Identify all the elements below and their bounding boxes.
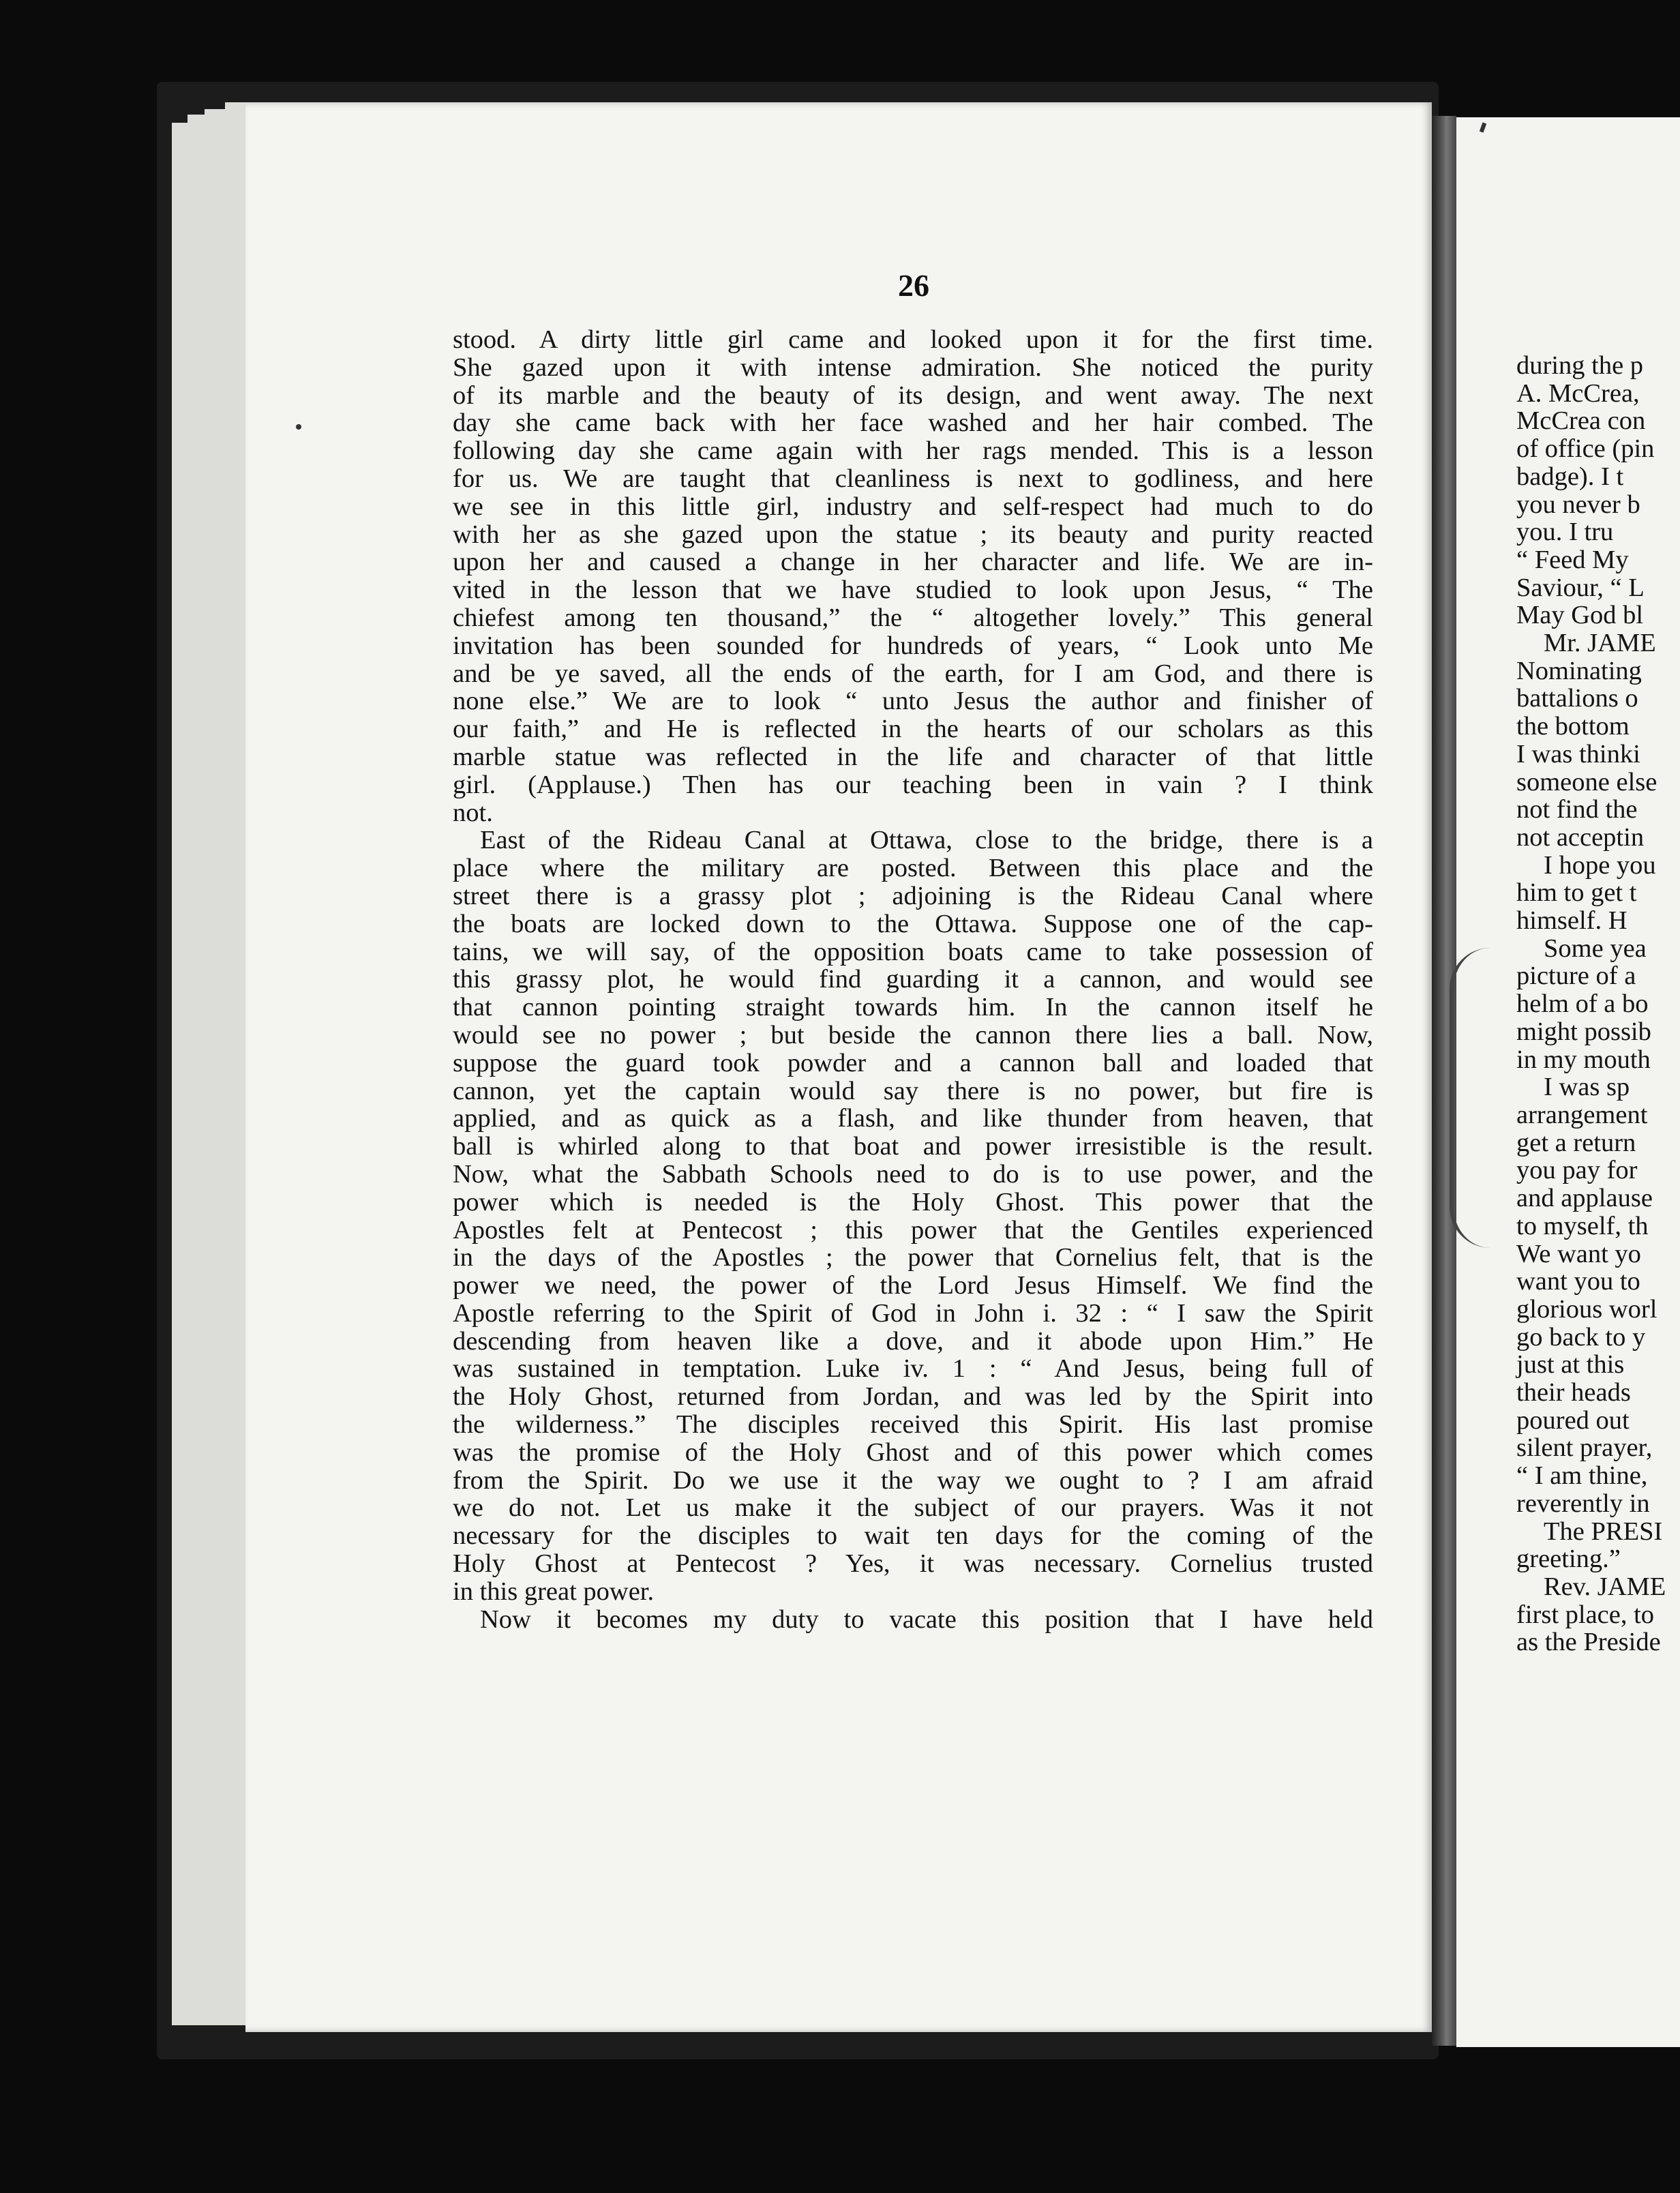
text-line: Now it becomes my duty to vacate this position that I have held: [480, 1605, 1373, 1634]
text-line: Mr. JAME: [1544, 629, 1656, 658]
text-line: She gazed upon it with intense admiration. She noticed the purity: [453, 353, 1373, 382]
text-line: I was thinki: [1516, 739, 1640, 769]
text-line: Holy Ghost at Pentecost ? Yes, it was necessary. Cornelius trusted: [453, 1549, 1373, 1579]
text-line: this grassy plot, he would find guarding it a cannon, and would see: [453, 965, 1373, 994]
text-line: in this great power.: [453, 1577, 655, 1606]
text-line: suppose the guard took powder and a cannon ball and loaded that: [453, 1048, 1373, 1077]
text-line: you. I tru: [1516, 518, 1614, 547]
text-line: street there is a grassy plot ; adjoining is the Rideau Canal where: [453, 881, 1373, 910]
left-page-body-text: [453, 326, 1373, 1633]
margin-bracket-mark: [1450, 948, 1508, 1248]
text-line: was sustained in temptation. Luke iv. 1 : “ And Jesus, being full of: [453, 1354, 1373, 1384]
text-line: Now, what the Sabbath Schools need to do is to use power, and the: [453, 1159, 1373, 1189]
text-line: “ I am thine,: [1516, 1461, 1648, 1491]
text-line: I hope you: [1544, 850, 1656, 880]
text-line: someone else: [1516, 767, 1657, 796]
text-line: stood. A dirty little girl came and looked upon it for the first time.: [453, 325, 1373, 354]
text-line: girl. (Applause.) Then has our teaching been in vain ? I think: [453, 770, 1373, 799]
text-line: himself. H: [1516, 906, 1627, 936]
text-line: descending from heaven like a dove, and it abode upon Him.” He: [453, 1326, 1373, 1356]
text-line: not.: [453, 798, 493, 827]
text-line: want you to: [1516, 1267, 1640, 1296]
text-line: of its marble and the beauty of its design, and went away. The next: [453, 381, 1373, 410]
text-line: McCrea con: [1516, 406, 1646, 436]
text-line: and applause: [1516, 1184, 1653, 1213]
text-line: reverently in: [1516, 1489, 1650, 1518]
text-line: East of the Rideau Canal at Ottawa, close to the bridge, there is a: [480, 826, 1373, 855]
text-line: glorious worl: [1516, 1294, 1657, 1324]
text-line: the Holy Ghost, returned from Jordan, and was led by the Spirit into: [453, 1382, 1373, 1412]
text-line: ball is whirled along to that boat and power irresistible is the result.: [453, 1132, 1373, 1161]
text-line: first place, to: [1516, 1600, 1655, 1629]
text-line: picture of a: [1516, 961, 1636, 991]
text-line: not find the: [1516, 795, 1638, 824]
text-line: vited in the lesson that we have studied to look upon Jesus, “ The: [453, 576, 1373, 605]
text-line: and be ye saved, all the ends of the earth, for I am God, and there is: [453, 659, 1373, 688]
text-line: go back to y: [1516, 1322, 1646, 1352]
text-line: was the promise of the Holy Ghost and of this power which comes: [453, 1437, 1373, 1467]
text-line: Some yea: [1544, 934, 1647, 963]
text-line: day she came back with her face washed and her hair combed. The: [453, 408, 1373, 438]
text-line: necessary for the disciples to wait ten days for the coming of the: [453, 1521, 1373, 1551]
text-line: poured out: [1516, 1405, 1630, 1435]
text-line: invitation has been sounded for hundreds of years, “ Look unto Me: [453, 631, 1373, 660]
text-line: you never b: [1516, 490, 1640, 519]
stray-mark: [296, 424, 301, 430]
text-line: battalions o: [1516, 684, 1638, 713]
text-line: arrangement: [1516, 1100, 1648, 1129]
text-line: get a return: [1516, 1128, 1636, 1157]
text-line: helm of a bo: [1516, 989, 1649, 1019]
text-line: cannon, yet the captain would say there is no power, but fire is: [453, 1076, 1373, 1105]
text-line: the wilderness.” The disciples received this Spirit. His last promise: [453, 1410, 1373, 1439]
text-line: power we need, the power of the Lord Jesus Himself. We find the: [453, 1271, 1373, 1300]
text-line: power which is needed is the Holy Ghost. This power that the: [453, 1187, 1373, 1217]
text-line: in my mouth: [1516, 1045, 1651, 1074]
text-line: would see no power ; but beside the cannon there lies a ball. Now,: [453, 1020, 1373, 1049]
text-line: A. McCrea,: [1516, 378, 1640, 408]
text-line: during the p: [1516, 351, 1644, 380]
text-line: the boats are locked down to the Ottawa. Suppose one of the cap-: [453, 909, 1373, 938]
text-line: Saviour, “ L: [1516, 573, 1645, 602]
text-line: you pay for: [1516, 1156, 1638, 1185]
text-line: silent prayer,: [1516, 1433, 1653, 1463]
text-line: we do not. Let us make it the subject of our prayers. Was it not: [453, 1493, 1373, 1523]
text-line: with her as she gazed upon the statue ; its beauty and purity reacted: [453, 520, 1373, 549]
text-line: I was sp: [1544, 1073, 1630, 1102]
text-line: following day she came again with her rags mended. This is a lesson: [453, 436, 1373, 466]
text-line: their heads: [1516, 1378, 1631, 1407]
text-line: Apostle referring to the Spirit of God in John i. 32 : “ I saw the Spirit: [453, 1298, 1373, 1328]
text-line: in the days of the Apostles ; the power that Cornelius felt, that is the: [453, 1243, 1373, 1272]
right-page-body-text: [1516, 352, 1680, 1656]
text-line: Nominating: [1516, 656, 1642, 685]
text-line: of office (pin: [1516, 434, 1655, 464]
text-line: not acceptin: [1516, 822, 1645, 852]
text-line: Rev. JAME: [1544, 1572, 1666, 1601]
text-line: the bottom: [1516, 712, 1630, 741]
text-line: as the Preside: [1516, 1628, 1661, 1657]
text-line: to myself, th: [1516, 1211, 1649, 1240]
text-line: none else.” We are to look “ unto Jesus the author and finisher of: [453, 687, 1373, 716]
text-line: him to get t: [1516, 878, 1637, 908]
text-line: we see in this little girl, industry and self-respect had much to do: [453, 492, 1373, 521]
text-line: for us. We are taught that cleanliness is next to godliness, and here: [453, 464, 1373, 493]
text-line: applied, and as quick as a flash, and like thunder from heaven, that: [453, 1104, 1373, 1133]
text-line: chiefest among ten thousand,” the “ altogether lovely.” This general: [453, 603, 1373, 632]
text-line: our faith,” and He is reflected in the hearts of our scholars as this: [453, 715, 1373, 744]
text-line: marble statue was reflected in the life and character of that little: [453, 742, 1373, 771]
text-line: tains, we will say, of the opposition boats came to take possession of: [453, 937, 1373, 966]
text-line: Apostles felt at Pentecost ; this power that the Gentiles experienced: [453, 1215, 1373, 1244]
text-line: greeting.”: [1516, 1545, 1621, 1574]
text-line: “ Feed My: [1516, 545, 1629, 574]
text-line: The PRESI: [1544, 1517, 1663, 1546]
text-line: from the Spirit. Do we use it the way we ought to ? I am afraid: [453, 1465, 1373, 1495]
text-line: We want yo: [1516, 1239, 1641, 1268]
text-line: place where the military are posted. Between this place and the: [453, 854, 1373, 883]
text-line: just at this: [1516, 1350, 1625, 1379]
page-number: 26: [898, 268, 929, 303]
text-line: badge). I t: [1516, 462, 1624, 491]
text-line: might possib: [1516, 1017, 1651, 1046]
text-line: May God bl: [1516, 601, 1644, 630]
text-line: that cannon pointing straight towards him. In the cannon itself he: [453, 993, 1373, 1022]
text-line: upon her and caused a change in her character and life. We are in-: [453, 548, 1373, 577]
